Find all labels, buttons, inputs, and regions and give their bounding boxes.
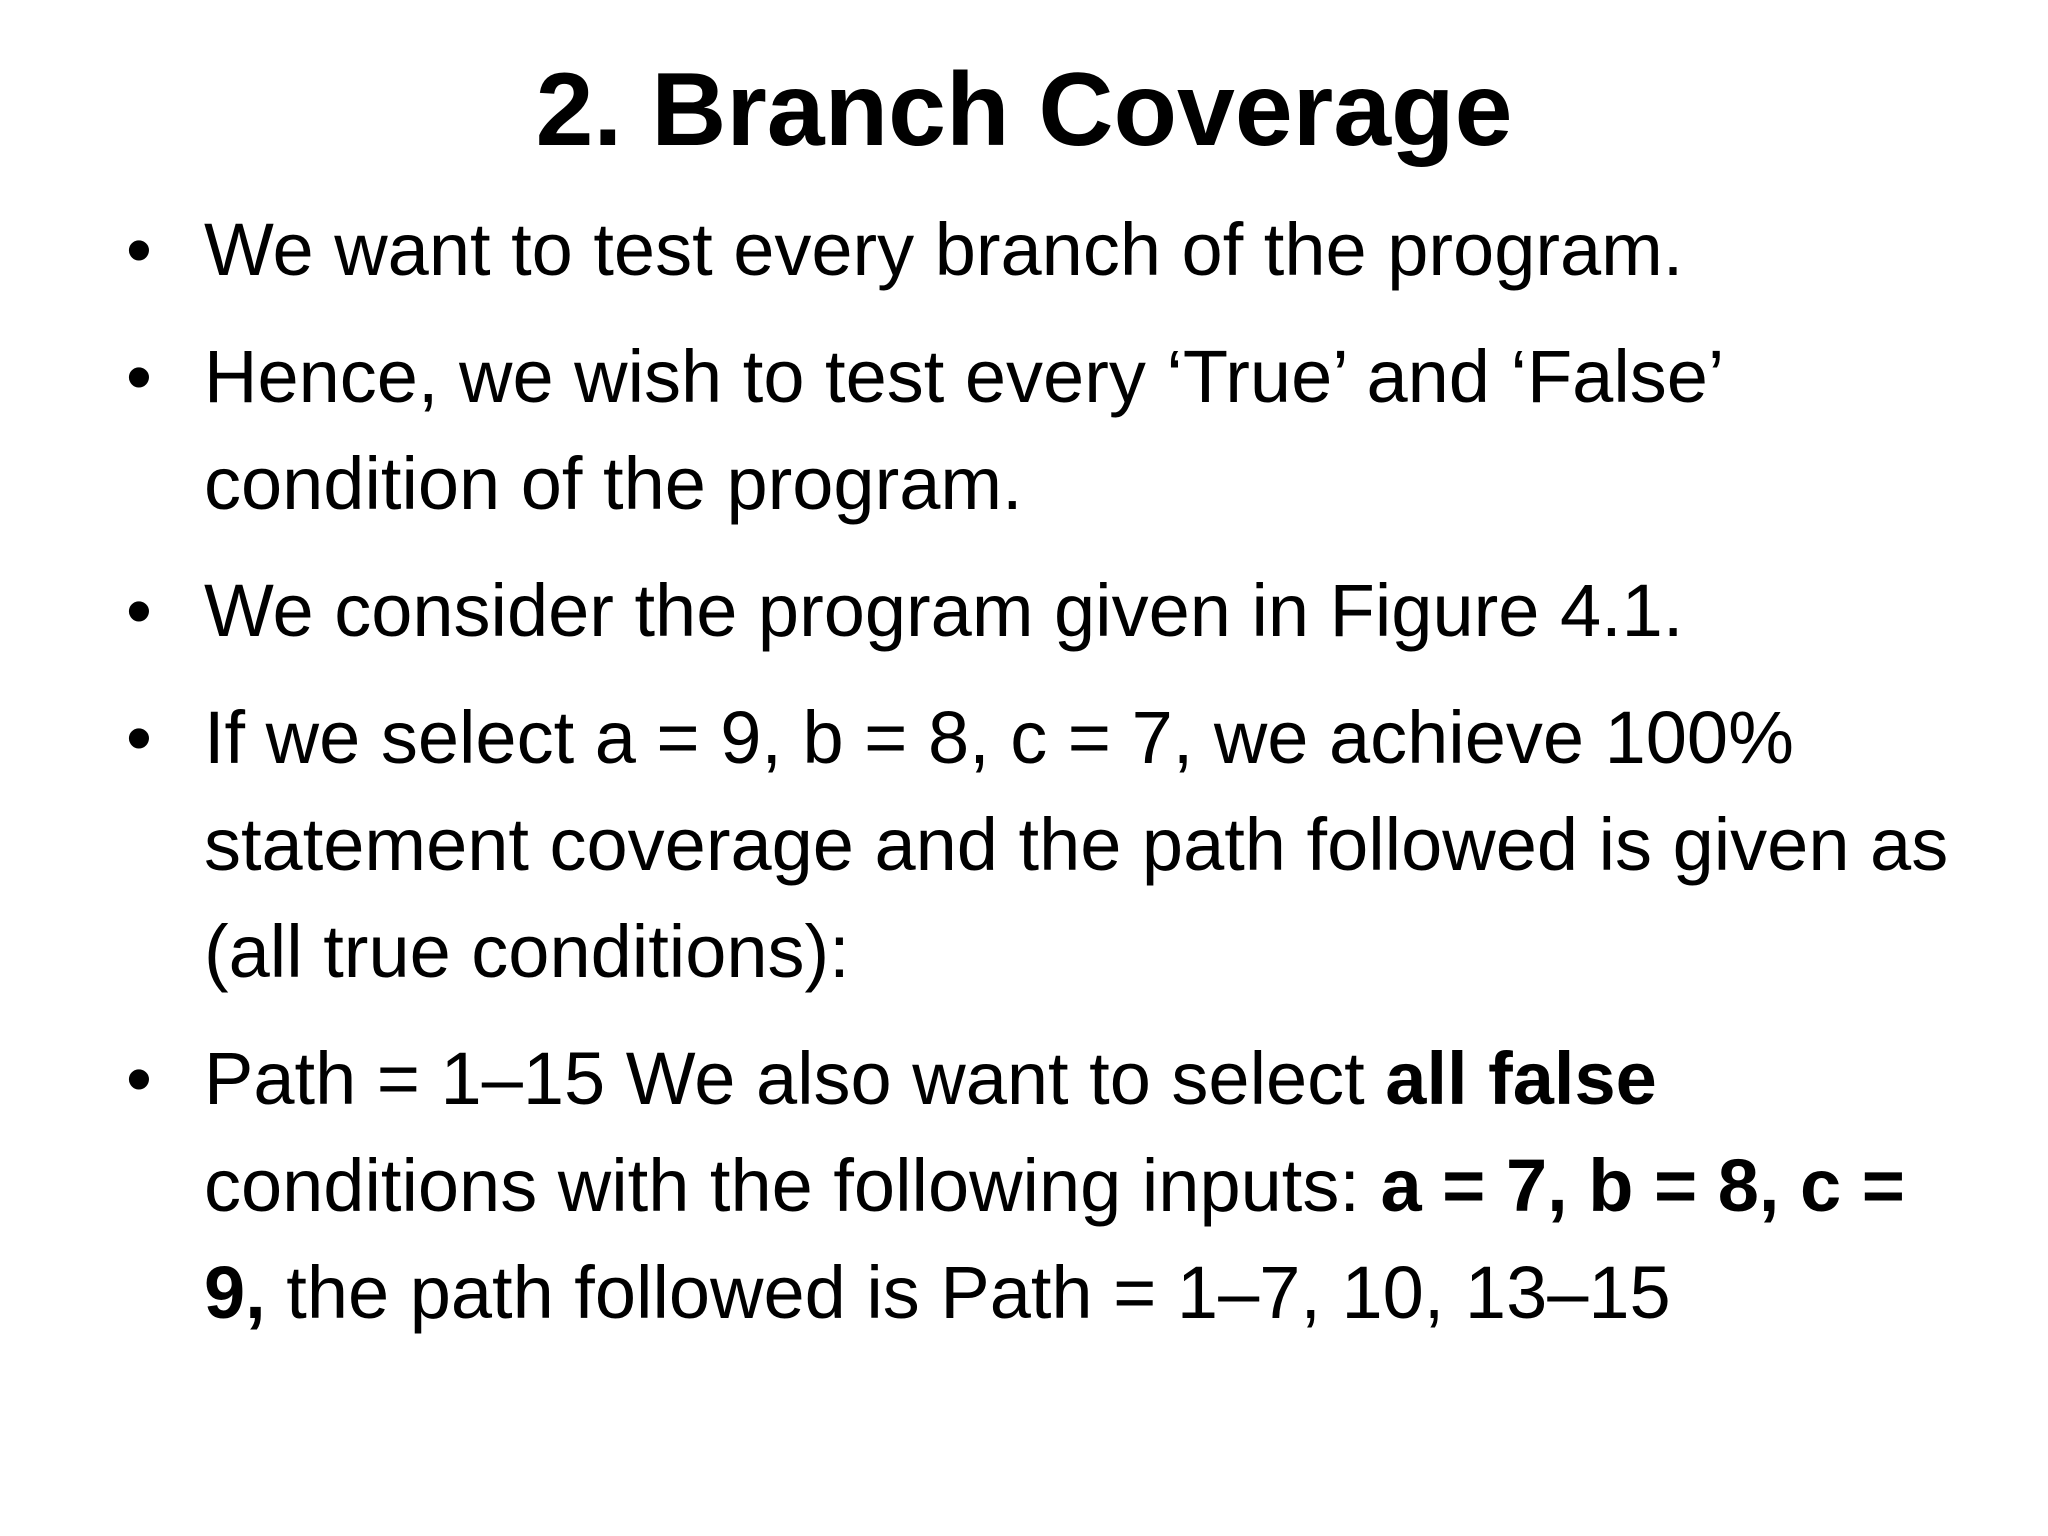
bullet-text-5-part-3: the path followed is Path = 1–7, 10, 13–15 <box>265 1251 1671 1334</box>
bullet-item-4 <box>120 684 1980 1005</box>
bullet-text-5-emphasis-inputs: a = 7, b = 8, c = 9, <box>204 1144 1905 1334</box>
bullet-item-5 <box>120 1025 1980 1346</box>
bullet-list <box>120 196 1980 1366</box>
bullet-item-1 <box>120 196 1980 303</box>
bullet-marker: • <box>126 569 152 652</box>
bullet-text-5-part-2: conditions with the following inputs: <box>204 1144 1381 1227</box>
bullet-text-4: If we select a = 9, b = 8, c = 7, we achieve 100% statement coverage and the path followed is given as (all true conditions): <box>204 696 1949 993</box>
bullet-text-5-emphasis-all-false: all false <box>1385 1037 1657 1120</box>
bullet-item-2 <box>120 323 1980 537</box>
bullet-item-3 <box>120 557 1980 664</box>
bullet-text-2: Hence, we wish to test every ‘True’ and ‘False’ condition of the program. <box>204 335 1722 525</box>
bullet-marker: • <box>126 696 152 779</box>
bullet-text-3: We consider the program given in Figure 4.1. <box>204 569 1684 652</box>
bullet-marker: • <box>126 335 152 418</box>
bullet-marker: • <box>126 208 152 291</box>
slide-title: 2. Branch Coverage <box>535 52 1513 168</box>
bullet-text-1: We want to test every branch of the program. <box>204 208 1684 291</box>
bullet-marker: • <box>126 1037 152 1120</box>
bullet-text-5-part-1: Path = 1–15 We also want to select <box>204 1037 1386 1120</box>
